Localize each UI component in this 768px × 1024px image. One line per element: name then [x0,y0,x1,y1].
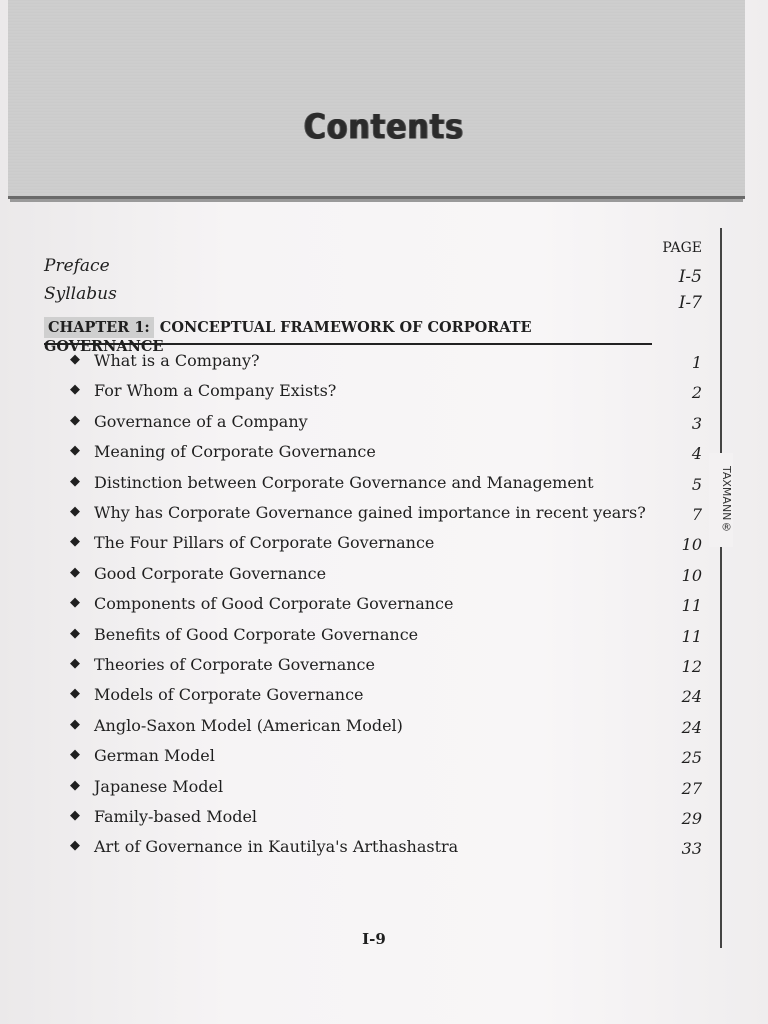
chapter-heading [44,317,652,355]
toc-entry-title: Japanese Model [94,776,224,796]
toc-entry [70,625,702,651]
toc-entry-title: The Four Pillars of Corporate Governance [94,533,435,553]
toc-entry-title: Models of Corporate Governance [94,685,364,705]
toc-entry-title: Art of Governance in Kautilya's Arthashastra [94,837,459,857]
front-matter-label: Preface [44,256,110,276]
toc-entry [70,594,702,620]
chapter-tag: CHAPTER 1: [44,317,154,338]
front-matter-item [44,256,702,287]
toc-entry-title: Good Corporate Governance [94,563,327,583]
diamond-bullet-icon: ◆ [70,443,80,459]
right-margin-rule [720,228,722,948]
diamond-bullet-icon: ◆ [70,382,80,398]
toc-entry-page: 3 [691,413,702,433]
toc-entry-title: Components of Good Corporate Governance [94,594,454,614]
toc-entry-page: 5 [691,474,702,494]
diamond-bullet-icon: ◆ [70,473,80,489]
toc-entry [70,503,702,529]
diamond-bullet-icon: ◆ [70,504,80,519]
diamond-bullet-icon: ◆ [70,777,80,793]
toc-entry-page: 27 [681,778,702,798]
diamond-bullet-icon: ◆ [70,838,80,854]
toc-entry [70,533,702,559]
toc-entry [70,716,702,742]
toc-entry-page: 24 [681,687,702,707]
toc-entry [70,473,702,499]
toc-entry [70,746,702,772]
diamond-bullet-icon: ◆ [70,412,80,428]
header-band [8,0,745,199]
toc-entry [70,412,702,438]
toc-entry [70,381,702,407]
front-matter-page: I-7 [678,293,702,313]
contents-title: Contents [303,107,465,148]
toc-entry-page: 1 [691,353,702,372]
chapter-title: CONCEPTUAL FRAMEWORK OF CORPORATE GOVERNANCE [44,319,532,355]
toc-entry-title: Benefits of Good Corporate Governance [94,624,419,644]
diamond-bullet-icon: ◆ [70,656,80,671]
toc-entry-page: 11 [681,626,702,646]
diamond-bullet-icon: ◆ [70,808,80,823]
page-column-header: PAGE [662,240,702,256]
toc-entry-page: 7 [691,505,702,524]
toc-entry [70,837,702,863]
toc-entry-title: Governance of a Company [94,411,308,431]
toc-entry-page: 33 [681,839,702,859]
toc-entry-page: 2 [691,383,702,403]
toc-entry [70,655,702,681]
toc-entry-title: Theories of Corporate Governance [94,655,375,674]
toc-entry-page: 29 [681,809,702,828]
toc-entry-page: 10 [681,565,702,585]
toc-entry [70,351,702,377]
toc-entry [70,777,702,803]
toc-entry [70,807,702,833]
diamond-bullet-icon: ◆ [70,595,80,611]
toc-entry-page: 4 [691,444,702,464]
toc-entry-title: Distinction between Corporate Governance and Management [94,472,594,492]
toc-entry-page: 10 [681,535,702,555]
diamond-bullet-icon: ◆ [70,534,80,550]
diamond-bullet-icon: ◆ [70,747,80,763]
toc-entry-title: Meaning of Corporate Governance [94,442,376,462]
diamond-bullet-icon: ◆ [70,625,80,641]
diamond-bullet-icon: ◆ [70,564,80,580]
toc-entry-page: 24 [681,717,702,737]
diamond-bullet-icon: ◆ [70,686,80,702]
toc-entry [70,564,702,590]
page-folio: I-9 [362,930,386,948]
toc-entry-page: 25 [681,748,702,768]
toc-entry [70,442,702,468]
front-matter-page: I-5 [678,267,702,287]
toc-entry-page: 12 [681,657,702,676]
toc-entry-title: German Model [94,746,215,766]
toc-entry-title: Family-based Model [94,807,258,826]
diamond-bullet-icon: ◆ [70,352,80,367]
toc-entry-title: Anglo-Saxon Model (American Model) [94,715,403,735]
front-matter-label: Syllabus [44,284,117,304]
toc-entry-page: 11 [681,596,702,616]
publisher-side-mark: TAXMANN® [709,453,733,547]
toc-entry-title: Why has Corporate Governance gained importance in recent years? [94,503,646,522]
toc-entry-title: What is a Company? [94,351,260,370]
toc-entry [70,685,702,711]
front-matter-item [44,284,702,313]
toc-entry-title: For Whom a Company Exists? [94,381,337,401]
diamond-bullet-icon: ◆ [70,716,80,732]
